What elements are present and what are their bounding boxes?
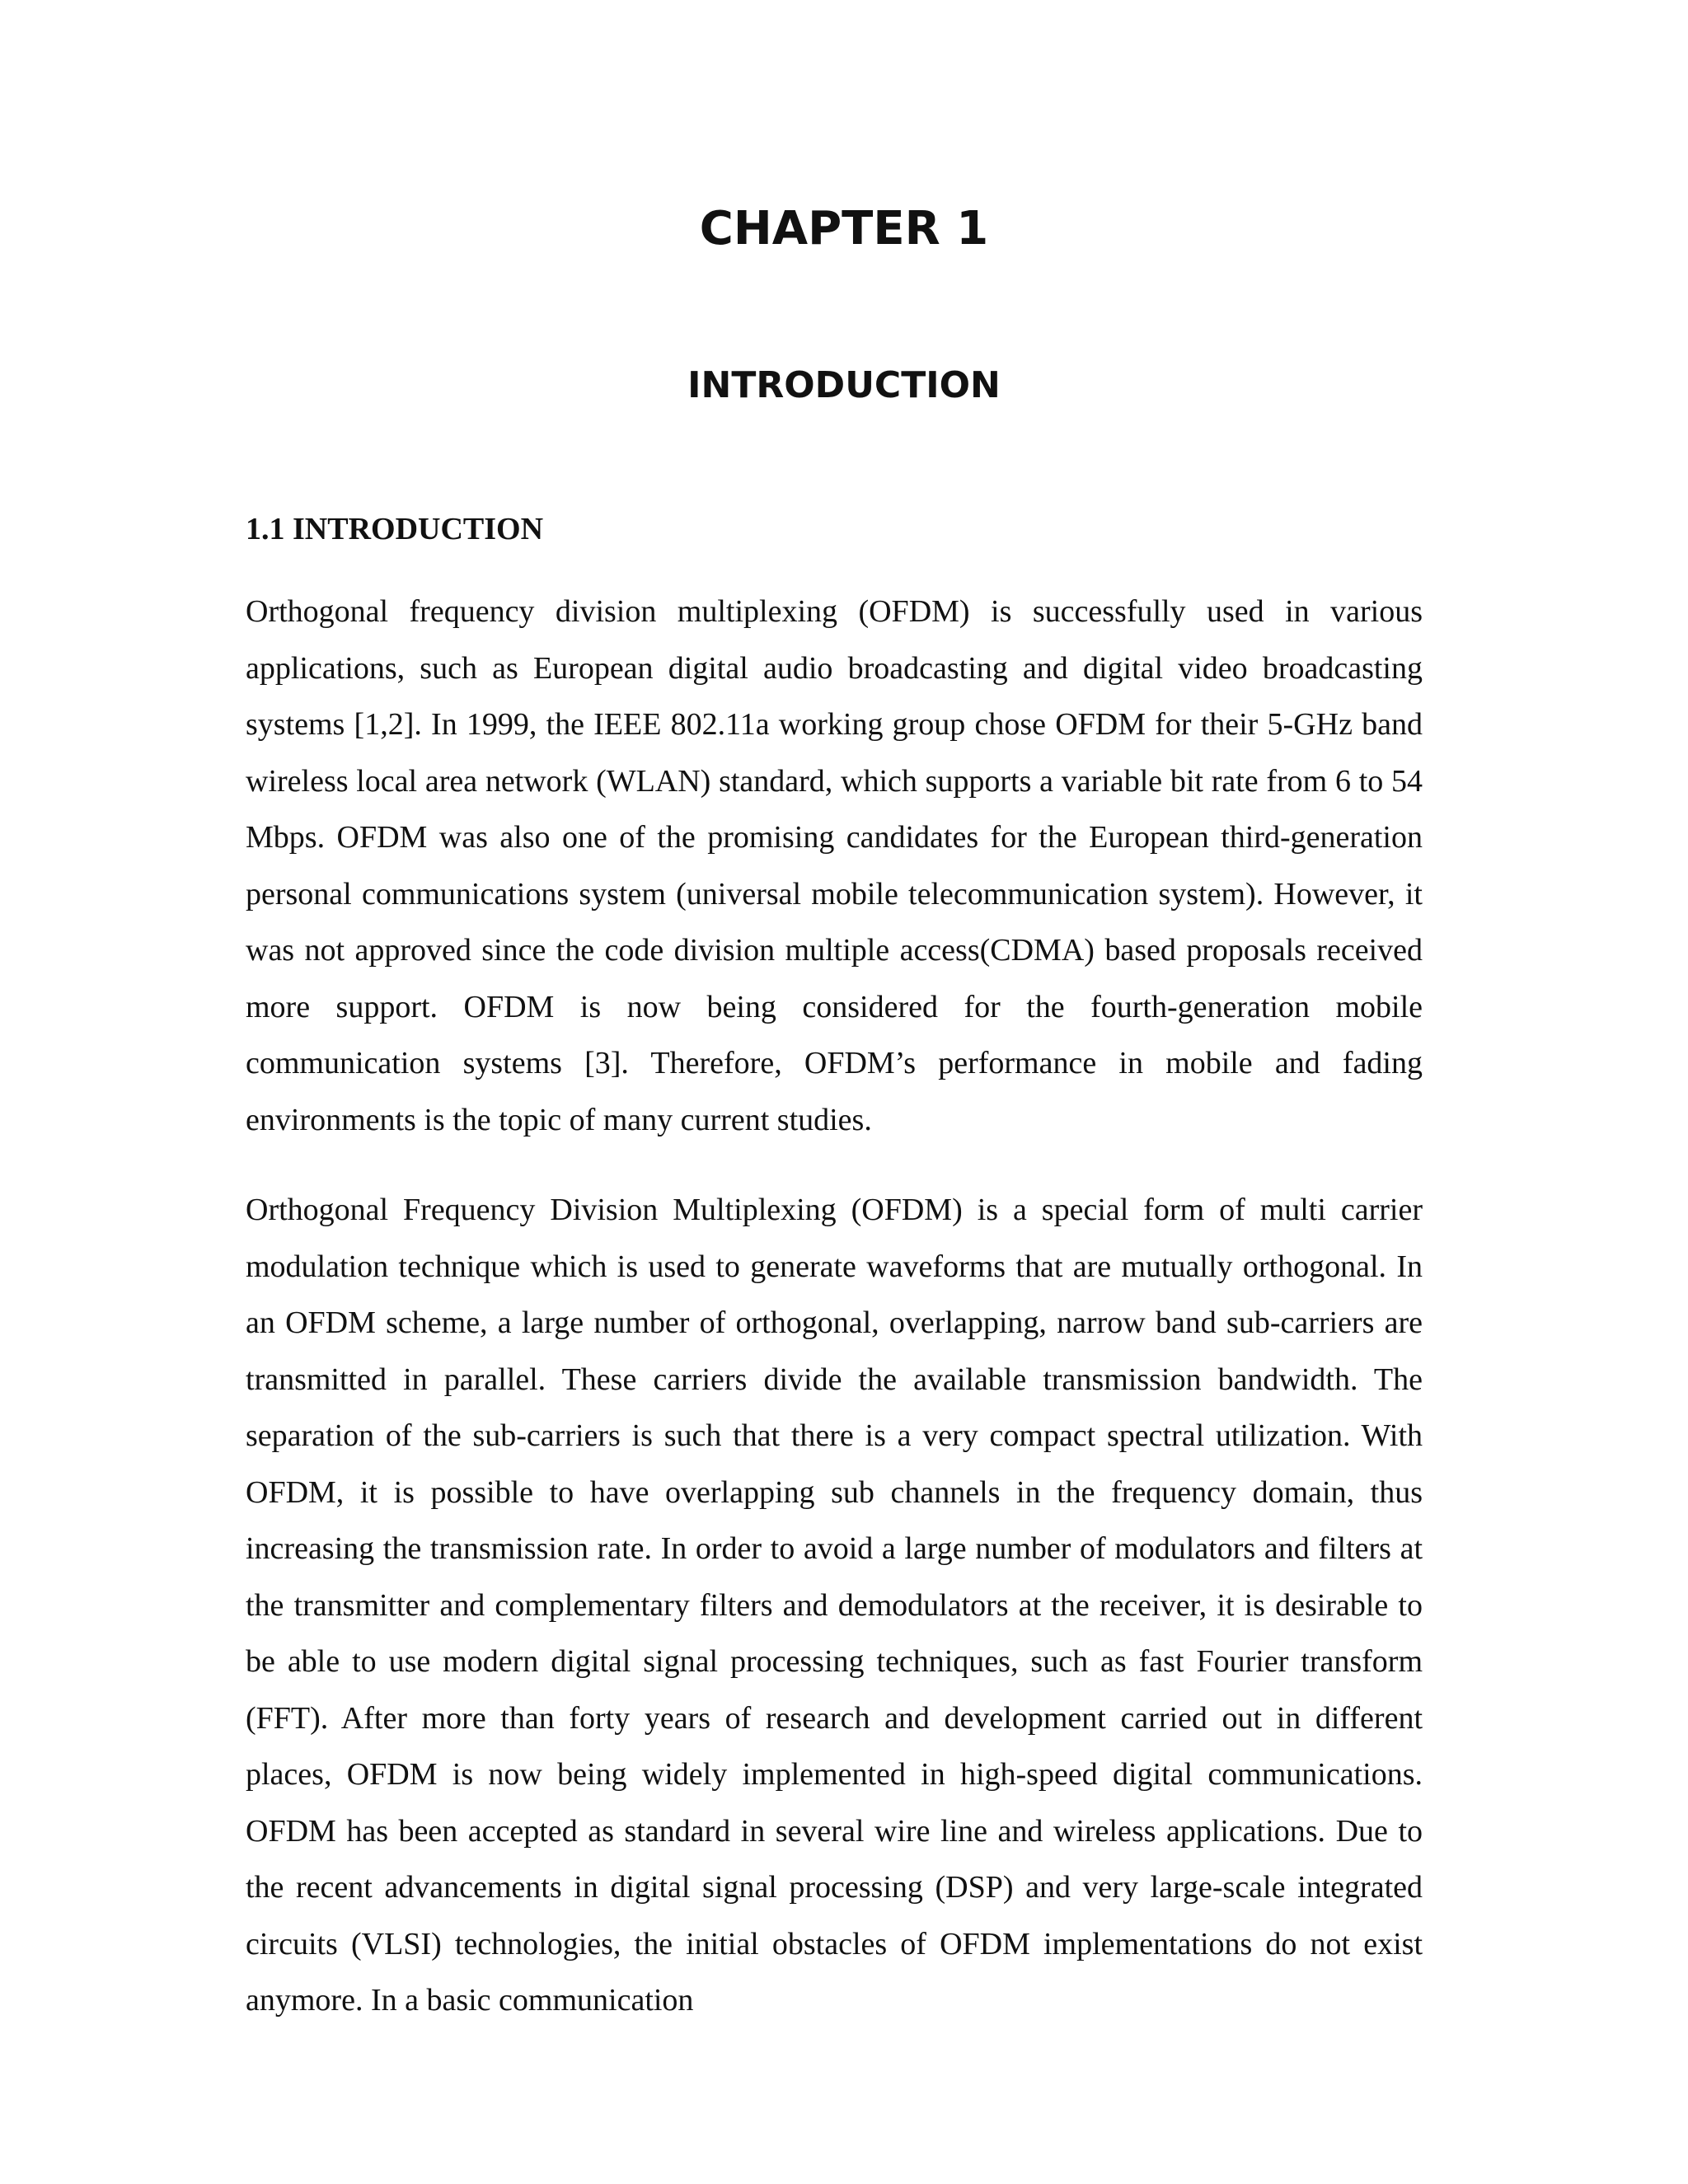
chapter-title: CHAPTER 1 [699, 202, 989, 255]
chapter-subtitle: INTRODUCTION [687, 364, 1001, 406]
body-paragraph-1: Orthogonal frequency division multiplexing (OFDM) is successfully used in various applications, such as European digital audio broadcasting and digital video broadcasting systems [1,2]. In 1999, the IEEE 802.11a working group chose OFDM for their 5-GHz band wireless local area network (WLAN) standard, which supports a variable bit rate from 6 to 54 Mbps. OFDM was also one of the promising candidates for the European third-generation personal communications system (universal mobile telecommunication system). However, it was not approved since the code division multiple access(CDMA) based proposals received more support. OFDM is now being considered for the fourth-generation mobile communication systems [3]. Therefore, OFDM’s performance in mobile and fading environments is the topic of many current studies. [246, 594, 1423, 1137]
section-heading: 1.1 INTRODUCTION [246, 512, 544, 546]
body-paragraph-2: Orthogonal Frequency Division Multiplexing (OFDM) is a special form of multi carrier modulation technique which is used to generate waveforms that are mutually orthogonal. In an OFDM scheme, a large number of orthogonal, overlapping, narrow band sub-carriers are transmitted in parallel. These carriers divide the available transmission bandwidth. The separation of the sub-carriers is such that there is a very compact spectral utilization. With OFDM, it is possible to have overlapping sub channels in the frequency domain, thus increasing the transmission rate. In order to avoid a large number of modulators and filters at the transmitter and complementary filters and demodulators at the receiver, it is desirable to be able to use modern digital signal processing techniques, such as fast Fourier transform (FFT). After more than forty years of research and development carried out in different places, OFDM is now being widely implemented in high-speed digital communications. OFDM has been accepted as standard in several wire line and wireless applications. Due to the recent advancements in digital signal processing (DSP) and very large-scale integrated circuits (VLSI) technologies, the initial obstacles of OFDM implementations do not exist anymore. In a basic communication [246, 1193, 1423, 2018]
